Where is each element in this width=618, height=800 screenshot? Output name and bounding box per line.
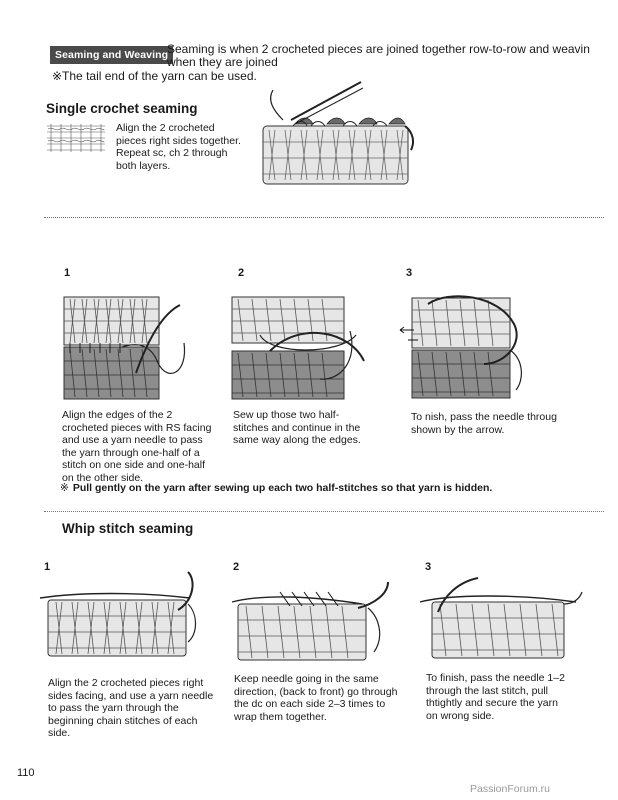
section-divider-1: [44, 217, 604, 218]
step-b-2-caption: Keep needle going in the same direction, (back to front) go through the dc on each side 2–3 times to wrap them together.: [234, 673, 398, 723]
step-b-1-illustration: [38, 570, 208, 665]
step-b-3-number: 3: [425, 561, 432, 573]
step-a-1-number: 1: [64, 267, 71, 279]
single-crochet-heading: Single crochet seaming: [46, 101, 198, 116]
single-crochet-text: Align the 2 crocheted pieces right sides together. Repeat sc, ch 2 through both layers.: [116, 122, 241, 172]
step-a-2-illustration: [230, 295, 380, 405]
step-b-1-caption: Align the 2 crocheted pieces right sides facing, and use a yarn needle to pass the yarn through the beginning chain stitches of each side.: [48, 677, 214, 739]
intro-line-3: ※The tail end of the yarn can be used.: [52, 69, 257, 83]
step-a-3-caption: To nish, pass the needle throug shown by the arrow.: [411, 411, 557, 436]
step-b-2-illustration: [228, 578, 403, 668]
note-mark: ※: [60, 482, 69, 494]
section-tag: Seaming and Weaving: [50, 46, 173, 64]
step-a-1-caption: Align the edges of the 2 crocheted pieces with RS facing and use a yarn needle to pass the yarn through one-half of a stitch on one side and one-half on the other side.: [62, 409, 212, 484]
step-a-3-illustration: [398, 290, 538, 405]
stitch-chart-icon: [45, 122, 107, 152]
step-b-2-number: 2: [233, 561, 240, 573]
step-b-3-illustration: [418, 572, 588, 664]
step-a-2-number: 2: [238, 267, 245, 279]
intro-line-1: Seaming is when 2 crocheted pieces are joined together row-to-row and weavin: [167, 42, 590, 56]
whip-stitch-heading: Whip stitch seaming: [62, 521, 194, 536]
intro-line-2: when they are joined: [167, 55, 278, 69]
step-a-2-caption: Sew up those two half-stitches and continue in the same way along the edges.: [233, 409, 361, 446]
step-a-1-illustration: [62, 295, 197, 405]
pull-gently-note: [60, 482, 492, 494]
step-a-3-number: 3: [406, 267, 413, 279]
page-number: 110: [17, 767, 35, 779]
step-b-1-number: 1: [44, 561, 51, 573]
section-divider-2: [44, 511, 604, 512]
step-b-3-caption: To finish, pass the needle 1–2 through the last stitch, pull thtightly and secure the yarn on wrong side.: [426, 672, 565, 722]
single-crochet-illustration: [255, 80, 420, 190]
note-text: Pull gently on the yarn after sewing up each two half-stitches so that yarn is hidden.: [72, 482, 493, 494]
watermark: PassionForum.ru: [470, 783, 550, 795]
